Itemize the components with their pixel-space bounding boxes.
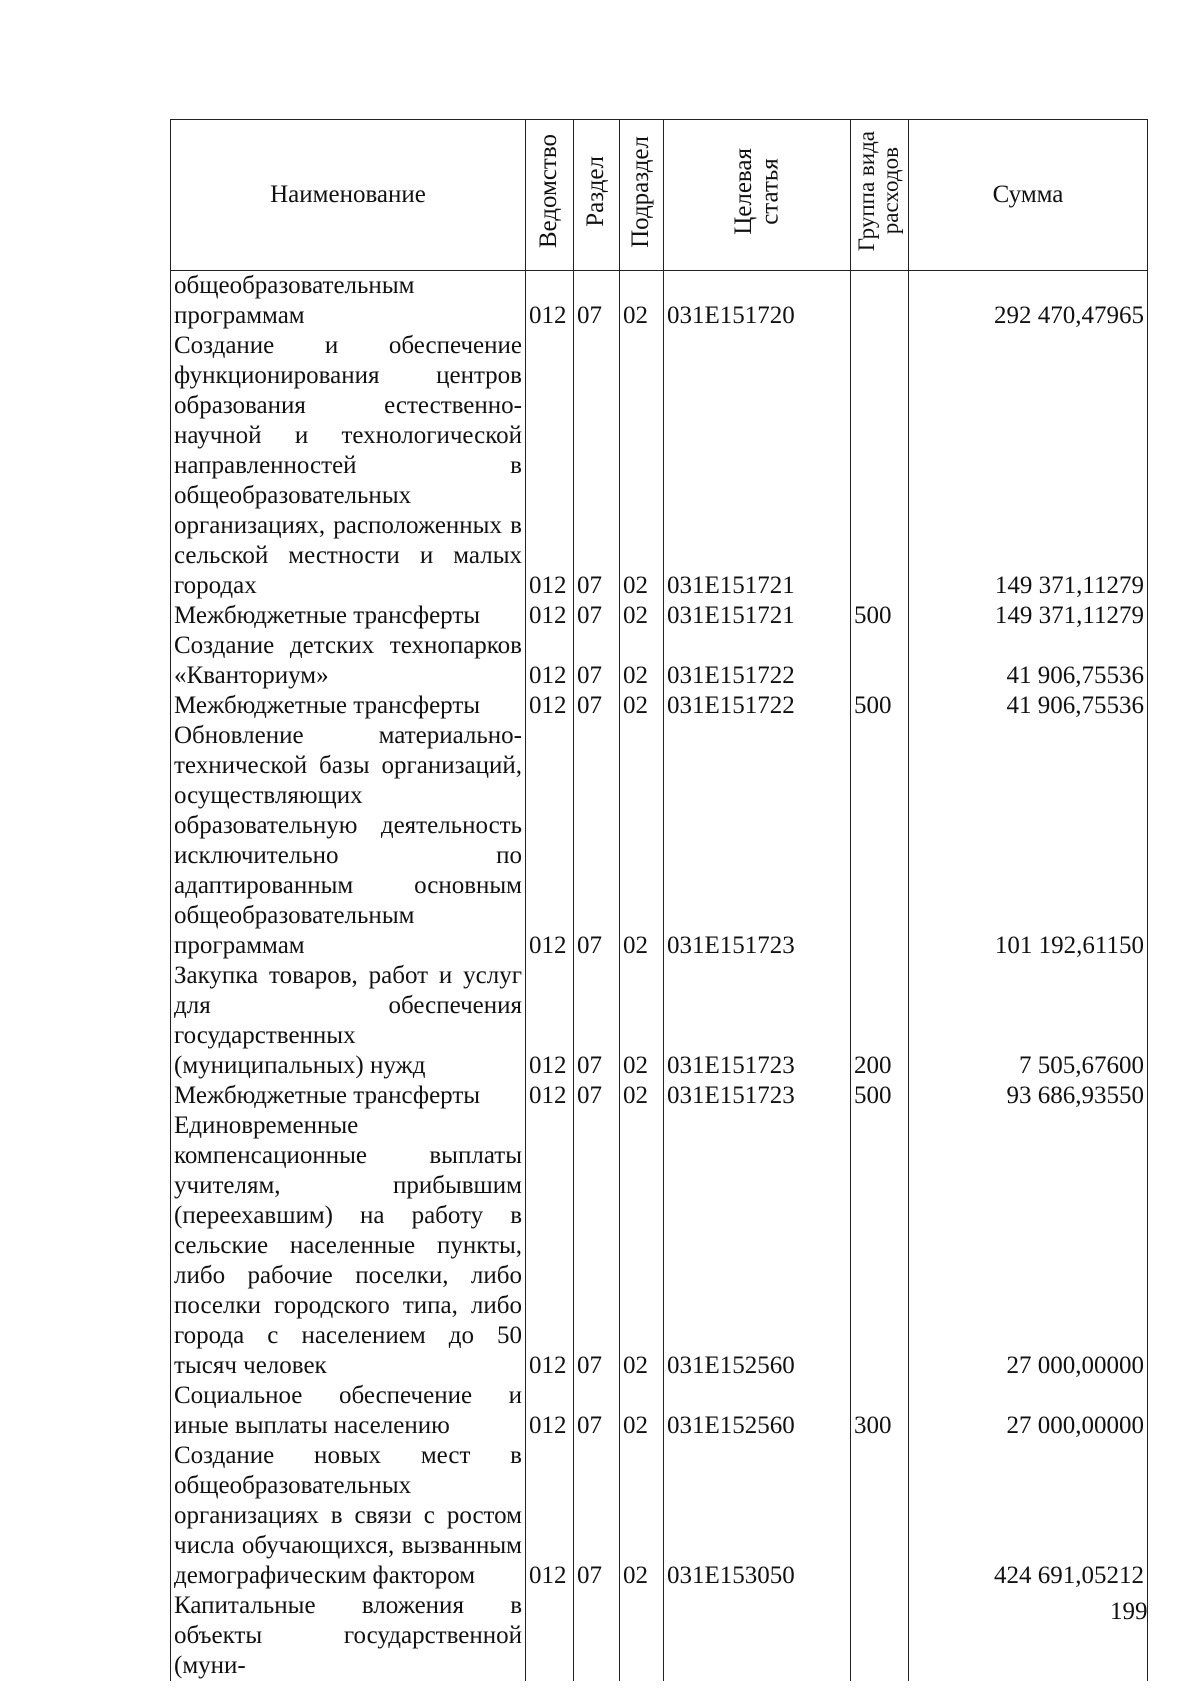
- header-celevaya-statya: Целевая статья: [664, 120, 851, 271]
- table-cell-celevaya-statya: 031E151723: [664, 961, 851, 1081]
- header-name: Наименование: [171, 120, 526, 271]
- budget-table: [170, 119, 1148, 1681]
- table-cell-name: Закупка товаров, работ и услуг для обеспечения государственных (муниципальных) нужд: [171, 961, 526, 1081]
- table-cell-summa: 27 000,00000: [909, 1381, 1148, 1441]
- table-cell-gruppa: [851, 271, 909, 332]
- table-cell-gruppa: 300: [851, 1381, 909, 1441]
- table-cell-razdel: 07: [574, 331, 620, 601]
- table-cell-podrazdel: 02: [620, 331, 664, 601]
- table-cell-summa: 41 906,75536: [909, 631, 1148, 691]
- table-cell-vedomstvo: 012: [526, 601, 574, 631]
- table-cell-celevaya-statya: 031E151721: [664, 601, 851, 631]
- table-cell-name: Социальное обеспечение и иные выплаты населению: [171, 1381, 526, 1441]
- table-row: [171, 1381, 1148, 1441]
- table-cell-gruppa: 500: [851, 691, 909, 721]
- table-cell-gruppa: [851, 631, 909, 691]
- table-header: [171, 120, 1148, 271]
- table-cell-celevaya-statya: 031E151720: [664, 271, 851, 332]
- table-cell-podrazdel: 02: [620, 721, 664, 961]
- table-cell-gruppa: [851, 1111, 909, 1381]
- table-cell-summa: 93 686,93550: [909, 1081, 1148, 1111]
- table-cell-name: Межбюджетные трансферты: [171, 691, 526, 721]
- table-cell-vedomstvo: 012: [526, 631, 574, 691]
- table-row: [171, 721, 1148, 961]
- table-cell-podrazdel: 02: [620, 691, 664, 721]
- table-cell-celevaya-statya: 031E153050: [664, 1441, 851, 1591]
- table-cell-summa: 149 371,11279: [909, 331, 1148, 601]
- table-cell-gruppa: [851, 1441, 909, 1591]
- table-cell-razdel: 07: [574, 1081, 620, 1111]
- table-row: [171, 1591, 1148, 1681]
- table-cell-podrazdel: 02: [620, 1441, 664, 1591]
- table-cell-vedomstvo: 012: [526, 1111, 574, 1381]
- table-cell-vedomstvo: [526, 1591, 574, 1681]
- table-cell-name: Межбюджетные трансферты: [171, 601, 526, 631]
- table-cell-razdel: 07: [574, 961, 620, 1081]
- header-podrazdel: Подраздел: [620, 120, 664, 271]
- table-cell-name: Создание и обеспечение функционирования центров образования естественно-научной и технологической направленностей в общеобразовательных организациях, расположенных в сельской местности и малых городах: [171, 331, 526, 601]
- table-cell-vedomstvo: 012: [526, 691, 574, 721]
- table-cell-name: Создание детских технопарков «Кванториум»: [171, 631, 526, 691]
- table-cell-celevaya-statya: 031E151723: [664, 721, 851, 961]
- table-cell-vedomstvo: 012: [526, 1441, 574, 1591]
- table-cell-summa: 41 906,75536: [909, 691, 1148, 721]
- table-cell-razdel: 07: [574, 691, 620, 721]
- table-cell-gruppa: 500: [851, 601, 909, 631]
- table-cell-summa: 424 691,05212: [909, 1441, 1148, 1591]
- table-cell-podrazdel: 02: [620, 271, 664, 332]
- table-cell-razdel: 07: [574, 631, 620, 691]
- page-number: 199: [1110, 1598, 1148, 1625]
- table-cell-celevaya-statya: 031E151721: [664, 331, 851, 601]
- table-row: [171, 331, 1148, 601]
- table-row: [171, 271, 1148, 332]
- table-cell-summa: 27 000,00000: [909, 1111, 1148, 1381]
- table-cell-podrazdel: 02: [620, 1111, 664, 1381]
- table-cell-gruppa: [851, 1591, 909, 1681]
- table-cell-summa: 292 470,47965: [909, 271, 1148, 332]
- table-cell-celevaya-statya: 031E151722: [664, 691, 851, 721]
- table-cell-vedomstvo: 012: [526, 1081, 574, 1111]
- table-row: [171, 1081, 1148, 1111]
- table-cell-razdel: 07: [574, 1381, 620, 1441]
- table-cell-podrazdel: 02: [620, 631, 664, 691]
- table-cell-podrazdel: 02: [620, 1381, 664, 1441]
- table-cell-podrazdel: 02: [620, 601, 664, 631]
- table-cell-razdel: 07: [574, 1111, 620, 1381]
- table-cell-razdel: 07: [574, 271, 620, 332]
- table-cell-celevaya-statya: 031E152560: [664, 1381, 851, 1441]
- table-cell-podrazdel: 02: [620, 1081, 664, 1111]
- table-cell-vedomstvo: 012: [526, 1381, 574, 1441]
- table-row: [171, 1111, 1148, 1381]
- table-cell-name: общеобразовательным программам: [171, 271, 526, 332]
- table-cell-razdel: 07: [574, 1441, 620, 1591]
- table-cell-gruppa: 200: [851, 961, 909, 1081]
- table-cell-vedomstvo: 012: [526, 331, 574, 601]
- table-cell-vedomstvo: 012: [526, 961, 574, 1081]
- table-cell-celevaya-statya: 031E151722: [664, 631, 851, 691]
- table-row: [171, 631, 1148, 691]
- table-cell-summa: 101 192,61150: [909, 721, 1148, 961]
- table-row: [171, 1441, 1148, 1591]
- table-row: [171, 961, 1148, 1081]
- table-cell-gruppa: 500: [851, 1081, 909, 1111]
- table-cell-celevaya-statya: [664, 1591, 851, 1681]
- table-cell-vedomstvo: 012: [526, 271, 574, 332]
- header-summa: Сумма: [909, 120, 1148, 271]
- header-vedomstvo: Ведомство: [526, 120, 574, 271]
- table-cell-razdel: 07: [574, 721, 620, 961]
- table-body: [171, 271, 1148, 1682]
- table-cell-podrazdel: [620, 1591, 664, 1681]
- table-cell-celevaya-statya: 031E151723: [664, 1081, 851, 1111]
- table-row: [171, 601, 1148, 631]
- table-cell-name: Обновление материально-технической базы организаций, осуществляющих образовательную деятельность исключительно по адаптированным основным общеобразовательным программам: [171, 721, 526, 961]
- table-cell-razdel: [574, 1591, 620, 1681]
- table-cell-summa: 7 505,67600: [909, 961, 1148, 1081]
- table-cell-podrazdel: 02: [620, 961, 664, 1081]
- table-cell-gruppa: [851, 721, 909, 961]
- header-gruppa-vida-rashodov: Группа вида расходов: [851, 120, 909, 271]
- table-cell-name: Межбюджетные трансферты: [171, 1081, 526, 1111]
- header-razdel: Раздел: [574, 120, 620, 271]
- table-cell-summa: 149 371,11279: [909, 601, 1148, 631]
- table-cell-celevaya-statya: 031E152560: [664, 1111, 851, 1381]
- table-row: [171, 691, 1148, 721]
- table-cell-gruppa: [851, 331, 909, 601]
- table-cell-name: Капитальные вложения в объекты государственной (муни-: [171, 1591, 526, 1681]
- table-cell-name: Создание новых мест в общеобразовательных организациях в связи с ростом числа обучающихся, вызванным демографическим фактором: [171, 1441, 526, 1591]
- table-cell-razdel: 07: [574, 601, 620, 631]
- table-cell-name: Единовременные компенсационные выплаты учителям, прибывшим (переехавшим) на работу в сельские населенные пункты, либо рабочие поселки, либо поселки городского типа, либо города с населением до 50 тысяч человек: [171, 1111, 526, 1381]
- table-cell-vedomstvo: 012: [526, 721, 574, 961]
